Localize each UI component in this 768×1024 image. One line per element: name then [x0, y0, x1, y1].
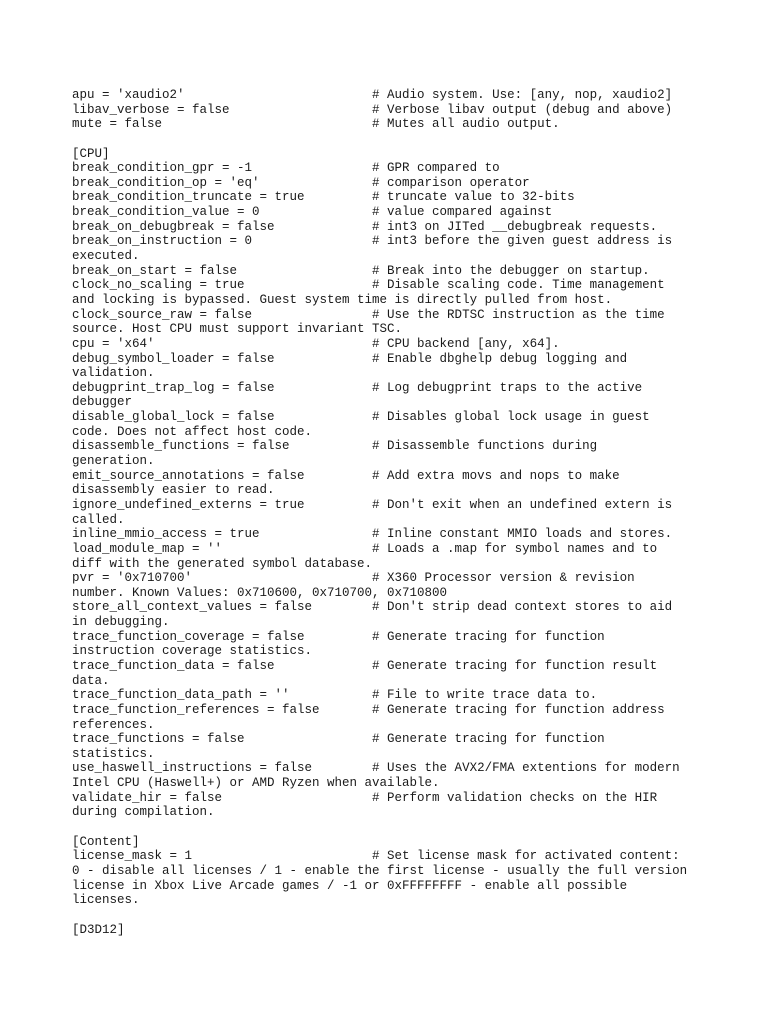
text-line: trace_functions = false # Generate tracing for function [72, 732, 605, 747]
text-line: break_on_start = false # Break into the debugger on startup. [72, 263, 650, 278]
text-line: apu = 'xaudio2' # Audio system. Use: [any, nop, xaudio2] [72, 88, 673, 102]
text-line [72, 908, 732, 923]
text-line: pvr = '0x710700' # X360 Processor version & revision [72, 571, 635, 586]
text-line: references. [72, 717, 155, 732]
text-line: clock_no_scaling = true # Disable scaling code. Time management [72, 278, 665, 293]
text-line: disassembly easier to read. [72, 483, 275, 498]
section-header-d3d12: [D3D12] [72, 922, 125, 937]
text-line: license_mask = 1 # Set license mask for activated content: [72, 849, 680, 864]
text-line: debugprint_trap_log = false # Log debugprint traps to the active [72, 380, 643, 395]
text-line: mute = false # Mutes all audio output. [72, 117, 560, 132]
text-line: license in Xbox Live Arcade games / -1 or 0xFFFFFFFF - enable all possible [72, 878, 628, 893]
text-line: diff with the generated symbol database. [72, 556, 373, 571]
text-line: store_all_context_values = false # Don't strip dead context stores to aid [72, 600, 673, 615]
text-line: statistics. [72, 746, 155, 761]
text-line: called. [72, 512, 125, 527]
text-line: use_haswell_instructions = false # Uses the AVX2/FMA extentions for modern [72, 761, 680, 776]
text-line: disassemble_functions = false # Disassemble functions during [72, 439, 598, 454]
text-line: cpu = 'x64' # CPU backend [any, x64]. [72, 336, 560, 351]
text-line: break_on_instruction = 0 # int3 before the given guest address is [72, 234, 673, 249]
text-line: clock_source_raw = false # Use the RDTSC instruction as the time [72, 307, 665, 322]
text-line: number. Known Values: 0x710600, 0x710700, 0x710800 [72, 585, 448, 600]
text-line: instruction coverage statistics. [72, 644, 313, 659]
text-line: libav_verbose = false # Verbose libav output (debug and above) [72, 102, 673, 117]
config-text-document [72, 88, 732, 937]
text-line: trace_function_references = false # Generate tracing for function address [72, 702, 665, 717]
text-line: trace_function_coverage = false # Generate tracing for function [72, 629, 605, 644]
text-line: data. [72, 673, 110, 688]
text-line: trace_function_data = false # Generate tracing for function result [72, 658, 658, 673]
text-line: during compilation. [72, 805, 215, 820]
text-line: disable_global_lock = false # Disables global lock usage in guest [72, 410, 650, 425]
text-line: load_module_map = '' # Loads a .map for symbol names and to [72, 541, 658, 556]
text-line: ignore_undefined_externs = true # Don't exit when an undefined extern is [72, 497, 673, 512]
section-header-content: [Content] [72, 834, 140, 849]
text-line: break_on_debugbreak = false # int3 on JITed __debugbreak requests. [72, 219, 658, 234]
text-line: generation. [72, 454, 155, 469]
text-line: source. Host CPU must support invariant TSC. [72, 322, 403, 337]
text-line: executed. [72, 249, 140, 264]
text-line: break_condition_value = 0 # value compared against [72, 205, 553, 220]
text-line: inline_mmio_access = true # Inline constant MMIO loads and stores. [72, 527, 673, 542]
text-line: break_condition_truncate = true # truncate value to 32-bits [72, 190, 575, 205]
text-line: debug_symbol_loader = false # Enable dbghelp debug logging and [72, 351, 628, 366]
text-line: break_condition_gpr = -1 # GPR compared to [72, 161, 500, 176]
text-line: break_condition_op = 'eq' # comparison operator [72, 175, 530, 190]
text-line: in debugging. [72, 615, 170, 630]
text-line: and locking is bypassed. Guest system time is directly pulled from host. [72, 292, 613, 307]
text-line: validate_hir = false # Perform validation checks on the HIR [72, 790, 658, 805]
text-line: validation. [72, 366, 155, 381]
text-line: trace_function_data_path = '' # File to write trace data to. [72, 688, 598, 703]
text-line [72, 820, 732, 835]
text-line: emit_source_annotations = false # Add extra movs and nops to make [72, 468, 620, 483]
text-line: code. Does not affect host code. [72, 424, 313, 439]
text-line [72, 132, 732, 147]
text-line: debugger [72, 395, 133, 410]
text-line: licenses. [72, 893, 140, 908]
text-line: 0 - disable all licenses / 1 - enable the first license - usually the full version [72, 863, 688, 878]
section-header-cpu: [CPU] [72, 146, 110, 161]
text-line: Intel CPU (Haswell+) or AMD Ryzen when available. [72, 776, 440, 791]
